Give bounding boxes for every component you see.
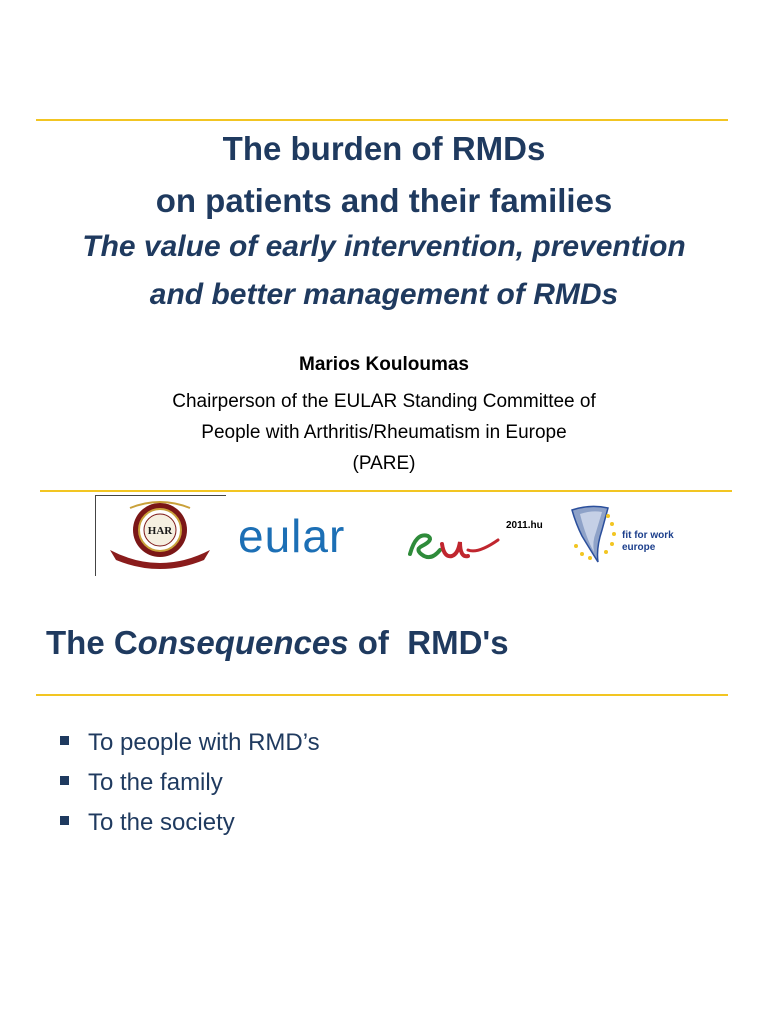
fit-for-work-label — [622, 530, 674, 554]
section-divider — [36, 694, 728, 696]
list-item-text: To the family — [88, 769, 223, 796]
eular-logo: eular — [238, 510, 346, 562]
list-item — [60, 805, 320, 845]
svg-text:HAR: HAR — [147, 525, 173, 537]
list-item — [60, 725, 320, 765]
bullet-square-icon — [60, 736, 69, 745]
fit-for-work-line-2: europe — [622, 542, 656, 553]
list-item — [60, 765, 320, 805]
top-divider — [36, 119, 728, 121]
bullet-square-icon — [60, 816, 69, 825]
list-item-text: To people with RMD’s — [88, 729, 320, 756]
har-logo-icon — [100, 498, 220, 572]
subtitle-line-1: The value of early intervention, prevention — [82, 230, 686, 263]
section-title-part-1: The C — [46, 624, 138, 661]
logo-divider — [40, 490, 732, 492]
bullet-square-icon — [60, 776, 69, 785]
section-title-italic: onsequences — [137, 624, 349, 661]
eu-presidency-year: 2011.hu — [506, 520, 543, 531]
list-item-text: To the society — [88, 809, 235, 836]
author-role-line-3: (PARE) — [352, 453, 416, 474]
section-title-part-2: of RMD's — [348, 624, 509, 661]
author-role-line-1: Chairperson of the EULAR Standing Committee of — [172, 391, 596, 412]
consequences-list — [60, 725, 320, 845]
author-role-line-2: People with Arthritis/Rheumatism in Europe — [201, 422, 567, 443]
fit-for-work-line-1: fit for work — [622, 530, 674, 541]
title-line-1: The burden of RMDs — [222, 130, 546, 167]
subtitle-line-2: and better management of RMDs — [149, 278, 619, 311]
title-line-2: on patients and their families — [155, 182, 613, 219]
section-title — [46, 624, 509, 662]
author-name: Marios Kouloumas — [299, 354, 469, 375]
